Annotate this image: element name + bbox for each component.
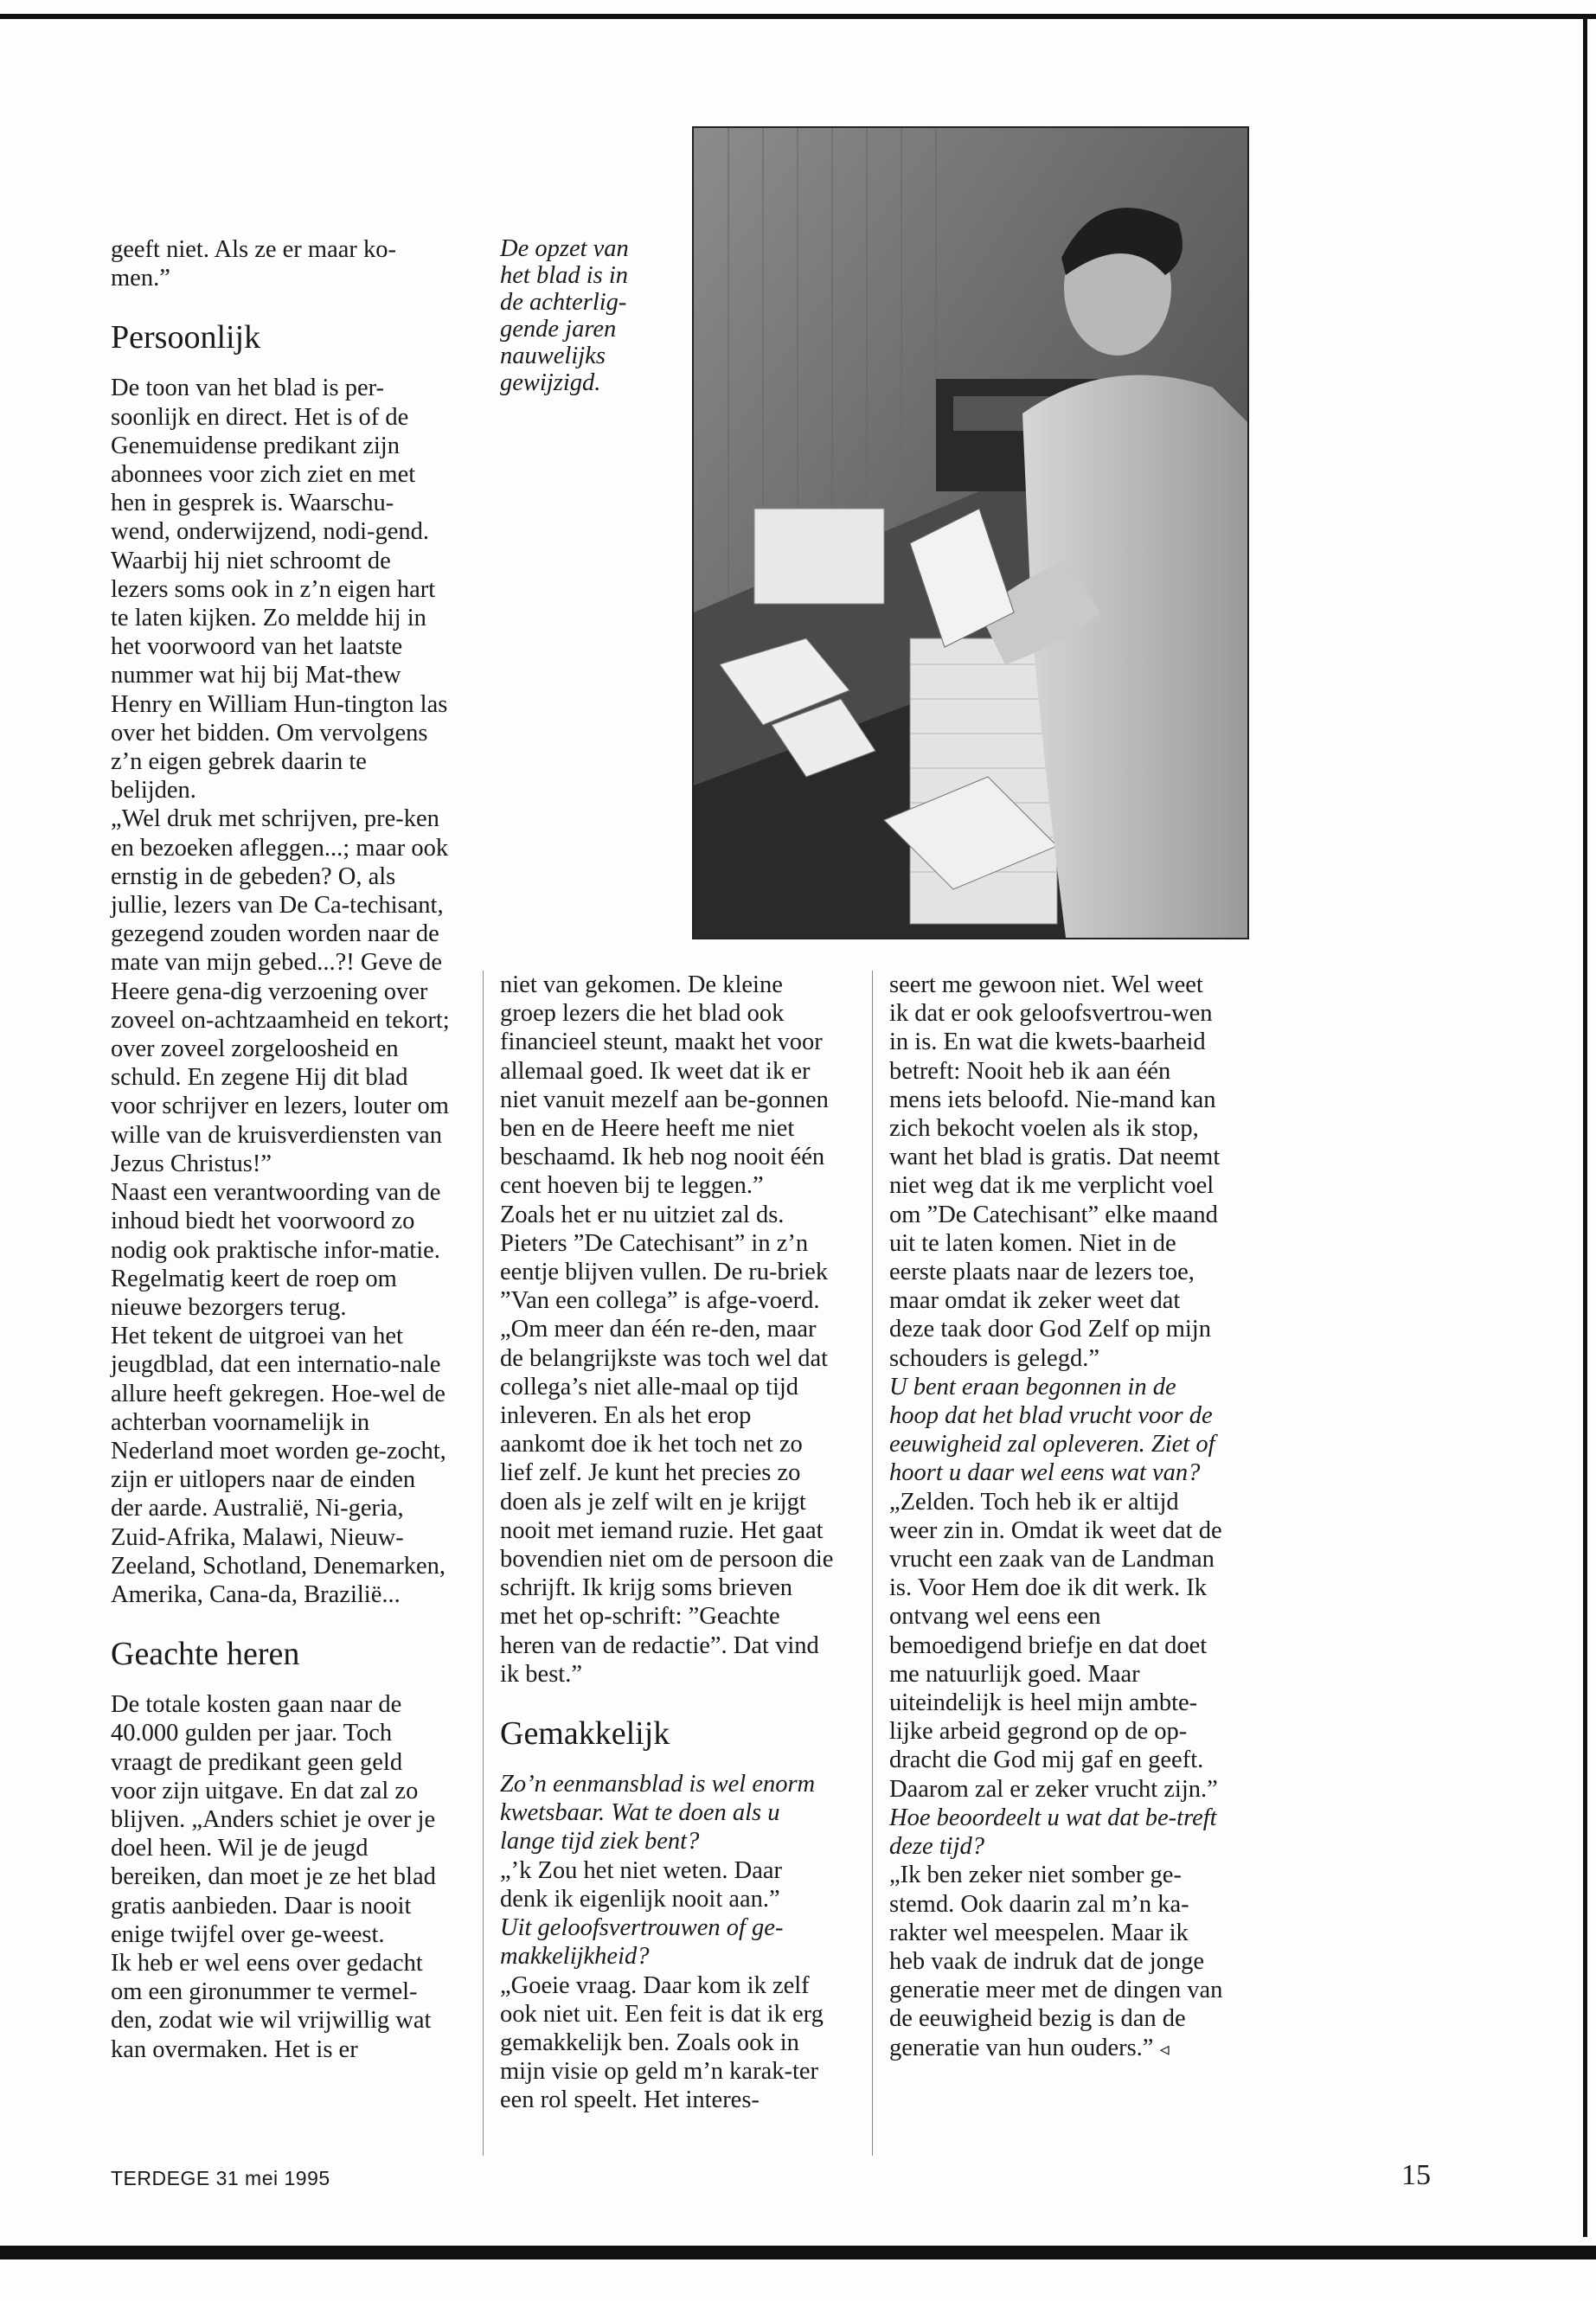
paragraph: Naast een verantwoording van de inhoud biedt het voorwoord zo nodig ook praktische infor-matie. Regelmatig keert de roep om nieuwe bezorgers terug. <box>111 1179 441 1321</box>
paragraph: „Goeie vraag. Daar kom ik zelf ook niet uit. Een feit is dat ik erg gemakkelijk ben. Zoals ook in mijn visie op geld m’n karak-ter een rol speelt. Het interes- <box>500 1971 824 2114</box>
subheading-gemakkelijk: Gemakkelijk <box>500 1715 670 1753</box>
caption-line: het blad is in <box>500 262 629 289</box>
paragraph <box>889 1861 1228 2062</box>
paragraph: Het tekent de uitgroei van het jeugdblad, dat een internatio-nale allure heeft gekregen. Hoe-wel de achterban voornamelijk in Nederland moet worden ge-zocht, zijn er uitlopers naar de einden der aarde. Australië, Ni-geria, Zuid-Afrika, Malawi, Nieuw-Zeeland, Schotland, Denemarken, Amerika, Cana-da, Brazilië... <box>111 1323 446 1608</box>
column-1 <box>111 235 450 2064</box>
subheading-persoonlijk: Persoonlijk <box>111 319 261 356</box>
footer-publication: TERDEGE 31 mei 1995 <box>111 2167 330 2189</box>
column-divider <box>872 971 873 2156</box>
paragraph: „’k Zou het niet weten. Daar denk ik eigenlijk nooit aan.” <box>500 1856 783 1913</box>
interview-question: U bent eraan begonnen in de hoop dat het blad vrucht voor de eeuwigheid zal opleveren. Ziet of hoort u daar wel eens wat van? <box>889 1373 1215 1487</box>
paragraph: seert me gewoon niet. Wel weet ik dat er ook geloofsvertrou-wen in is. En wat die kwets-baarheid betreft: Nooit heb ik aan één mens iets beloofd. Nie-mand kan zich bekocht voelen als ik stop, want het blad is gratis. Dat neemt niet weg dat ik me verplicht voel om ”De Catechisant” elke maand uit te laten komen. Niet in de eerste plaats naar de lezers toe, maar omdat ik zeker weet dat deze taak door God Zelf op mijn schouders is gelegd.” <box>889 971 1221 1372</box>
paragraph: De totale kosten gaan naar de 40.000 gulden per jaar. Toch vraagt de predikant geen geld voor zijn uitgave. En dat zal zo blijven. „Anders schiet je over je doel heen. Wil je de jeugd bereiken, dan moet je ze het blad gratis aanbieden. Daar is nooit enige twijfel over ge-weest. <box>111 1691 436 1948</box>
paragraph: De toon van het blad is per-soonlijk en direct. Het is of de Genemuidense predikant zijn abonnees voor zich ziet en met hen in gesprek is. Waarschu-wend, onderwijzend, nodi-gend. Waarbij hij niet schroomt de lezers soms ook in z’n eigen hart te laten kijken. Zo meldde hij in het voorwoord van het laatste nummer wat hij bij Mat-thew Henry en William Hun-tington las over het bidden. Om vervolgens z’n eigen gebrek daarin te belijden. <box>111 375 448 804</box>
column-3 <box>889 971 1228 2063</box>
top-border-rule <box>0 14 1596 19</box>
end-of-article-icon: ◃ <box>1159 2037 1170 2060</box>
interview-question: Zo’n eenmansblad is wel enorm kwetsbaar. Wat te doen als u lange tijd ziek bent? <box>500 1771 816 1856</box>
photo-man-with-magazines-icon <box>694 128 1247 938</box>
caption-line: De opzet van <box>500 235 629 262</box>
photo-caption <box>500 235 673 396</box>
paragraph: geeft niet. Als ze er maar ko-men.” <box>111 236 396 292</box>
paragraph: Zoals het er nu uitziet zal ds. Pieters ”De Catechisant” in z’n eentje blijven vullen. De ru-briek ”Van een collega” is afge-voerd. „Om meer dan één re-den, maar de belangrijkste was toch wel dat collega’s niet alle-maal op tijd inleveren. En als het erop aankomt doe ik het toch net zo lief zelf. Je kunt het precies zo doen als je zelf wilt en je krijgt nooit met iemand ruzie. Het gaat bovendien niet om de persoon die schrijft. Ik krijg soms brieven met het op-schrift: ”Geachte heren van de redactie”. Dat vind ik best.” <box>500 1201 834 1688</box>
column-divider <box>483 971 484 2156</box>
right-border-rule <box>1583 14 1587 2237</box>
caption-line: gende jaren <box>500 316 617 343</box>
subheading-geachte-heren: Geachte heren <box>111 1636 300 1673</box>
closing-paragraph-text: „Ik ben zeker niet somber ge-stemd. Ook daarin zal m’n ka-rakter wel meespelen. Maar ik heb vaak de indruk dat de jonge generatie meer met de dingen van de eeuwigheid bezig is dan de generatie van hun ouders.” <box>889 1862 1223 2061</box>
paragraph: niet van gekomen. De kleine groep lezers die het blad ook financieel steunt, maakt het voor allemaal goed. Ik weet dat ik er niet vanuit mezelf aan be-gonnen ben en de Heere heeft me niet beschaamd. Ik heb nog nooit één cent hoeven bij te leggen.” <box>500 971 829 1200</box>
caption-line: de achterlig- <box>500 289 627 316</box>
photo-man-with-magazines <box>692 126 1249 939</box>
page-number: 15 <box>1401 2159 1431 2191</box>
paragraph: „Wel druk met schrijven, pre-ken en bezoeken afleggen...; maar ook ernstig in de gebeden? O, als jullie, lezers van De Ca-techisant, gezegend zouden worden naar de mate van mijn gebed...?! Geve de Heere gena-dig verzoening over zoveel on-achtzaamheid en tekort; over zoveel zorgeloosheid en schuld. En zegene Hij dit blad voor schrijver en lezers, louter om wille van de kruisverdiensten van Jezus Christus!” <box>111 805 450 1177</box>
caption-line: nauwelijks <box>500 343 606 369</box>
paragraph: Ik heb er wel eens over gedacht om een gironummer te vermel-den, zodat wie wil vrijwillig wat kan overmaken. Het is er <box>111 1949 432 2063</box>
caption-line: gewijzigd. <box>500 369 601 396</box>
interview-question: Uit geloofsvertrouwen of ge-makkelijkheid? <box>500 1914 784 1971</box>
paragraph: „Zelden. Toch heb ik er altijd weer zin in. Omdat ik weet dat de vrucht een zaak van de Landman is. Voor Hem doe ik dit werk. Ik ontvang wel eens een bemoedigend briefje en dat doet me natuurlijk goed. Maar uiteindelijk is heel mijn ambte-lijke arbeid gegrond op de op-dracht die God mij gaf en geeft. Daarom zal er zeker vrucht zijn.” <box>889 1488 1222 1803</box>
bottom-border-rule <box>0 2246 1596 2259</box>
column-2 <box>500 971 834 2115</box>
interview-question: Hoe beoordeelt u wat dat be-treft deze tijd? <box>889 1804 1217 1861</box>
